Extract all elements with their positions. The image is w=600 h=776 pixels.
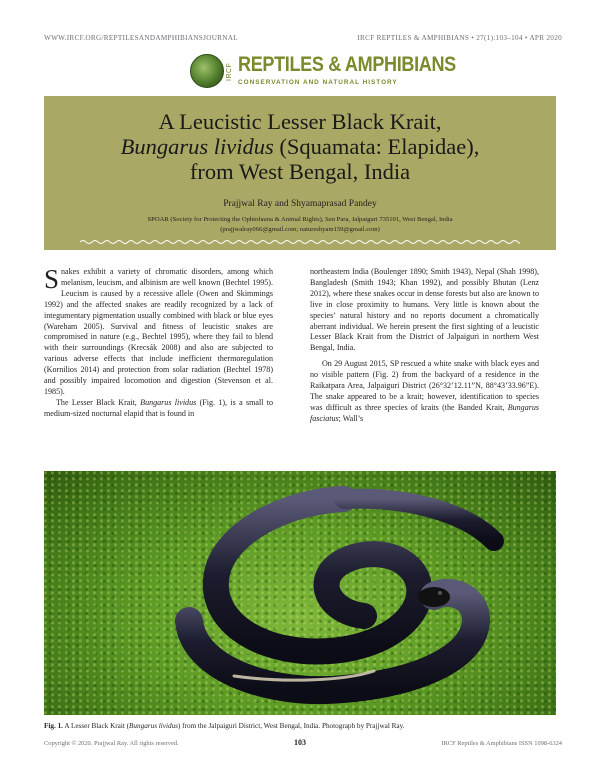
- article-title: A Leucistic Lesser Black Krait, Bungarus lividus (Squamata: Elapidae), from West Bengal, India: [120, 109, 480, 184]
- logo-title: REPTILES & AMPHIBIANS: [238, 53, 456, 76]
- paragraph-intro: Snakes exhibit a variety of chromatic disorders, among which melanism, leucism, and albinism are well known (Bechtel 1995). Leucism is caused by a recessive allele (Owen and Skimmings 1992) and the affected snakes are readily recognized by a lack of integumentary pigmentation usually combined with black or blue eyes (Wareham 2005). Survival and fitness of leucistic snakes are compromised in nature (e.g., Bechtel 1995), where they fail to blend with their surroundings (Krecsák 2008) and also are subjected to various adverse effects that include inefficient thermoregulation (Kornilios 2014) and protection from solar radiation (Bechtel 1978) and possibly impaired locomotion and digestion (Stevenson et al. 1985).: [44, 264, 273, 396]
- authors: Prajjwal Ray and Shyamaprasad Pandey: [223, 199, 377, 209]
- globe-icon: [190, 54, 224, 88]
- snake-illustration: [44, 471, 556, 715]
- copyright: Copyright © 2020. Prajjwal Ray. All rights reserved.: [44, 740, 179, 747]
- title-box: [44, 96, 556, 250]
- paragraph-observation: On 29 August 2015, SP rescued a white snake with black eyes and no visible pattern (Fig. 2) from the backyard of a residence in the Raikatpara Area, Jalpaiguri District (26°32’12.11”N, 88°43’33.96”E). The snake appeared to be a krait; however, identification to species was difficult as three species of kraits (the Banded Krait, Bungarus fasciatus; Wall’s: [310, 359, 539, 423]
- column-right: [310, 267, 539, 425]
- figure-photo-krait: [44, 471, 556, 715]
- running-header-issue: IRCF REPTILES & AMPHIBIANS • 27(1):103–104 • APR 2020: [357, 34, 562, 42]
- drop-cap: S: [44, 264, 60, 294]
- logo-ircf: IRCF: [226, 62, 233, 82]
- paragraph-species: The Lesser Black Krait, Bungarus lividus (Fig. 1), is a small to medium-sized nocturnal elapid that is found in: [44, 397, 274, 418]
- running-header-url: WWW.IRCF.ORG/REPTILESANDAMPHIBIANSJOURNAL: [44, 34, 238, 42]
- author-emails: (prajjwalray066@gmail.com; natureshyam159@gmail.com): [220, 225, 380, 233]
- logo-subtitle: CONSERVATION AND NATURAL HISTORY: [238, 79, 398, 86]
- page-number: 103: [294, 738, 306, 747]
- wavy-divider: [80, 239, 520, 245]
- figure-caption: Fig. 1. A Lesser Black Krait (Bungarus lividus) from the Jalpaiguri District, West Bengal, India. Photograph by Prajjwal Ray.: [44, 722, 405, 730]
- affiliation: SPOAR (Society for Protecting the Ophiofauna & Animal Rights), Sen Para, Jalpaiguri 735101, West Bengal, India (prajjwalray066@gmail.com; natureshyam159@gmail.com): [44, 215, 556, 234]
- journal-logo: [190, 52, 456, 92]
- column-left: [44, 264, 274, 420]
- issn: IRCF Reptiles & Amphibians ISSN 1098-6324: [441, 740, 562, 747]
- paragraph-distribution: northeastern India (Boulenger 1890; Smith 1943), Nepal (Shah 1998), Bangladesh (Smith 1943; Khan 1992), and possibly Bhutan (Lenz 2012), where these snakes occur in dense forests but also are known to live in close proximity to humans. Very little is known about the species’ natural history and no reports document a chromatically aberrant individual. We herein present the first sighting of a leucistic Lesser Black Krait from the District of Jalpaiguri in northern West Bengal, India.: [310, 267, 539, 353]
